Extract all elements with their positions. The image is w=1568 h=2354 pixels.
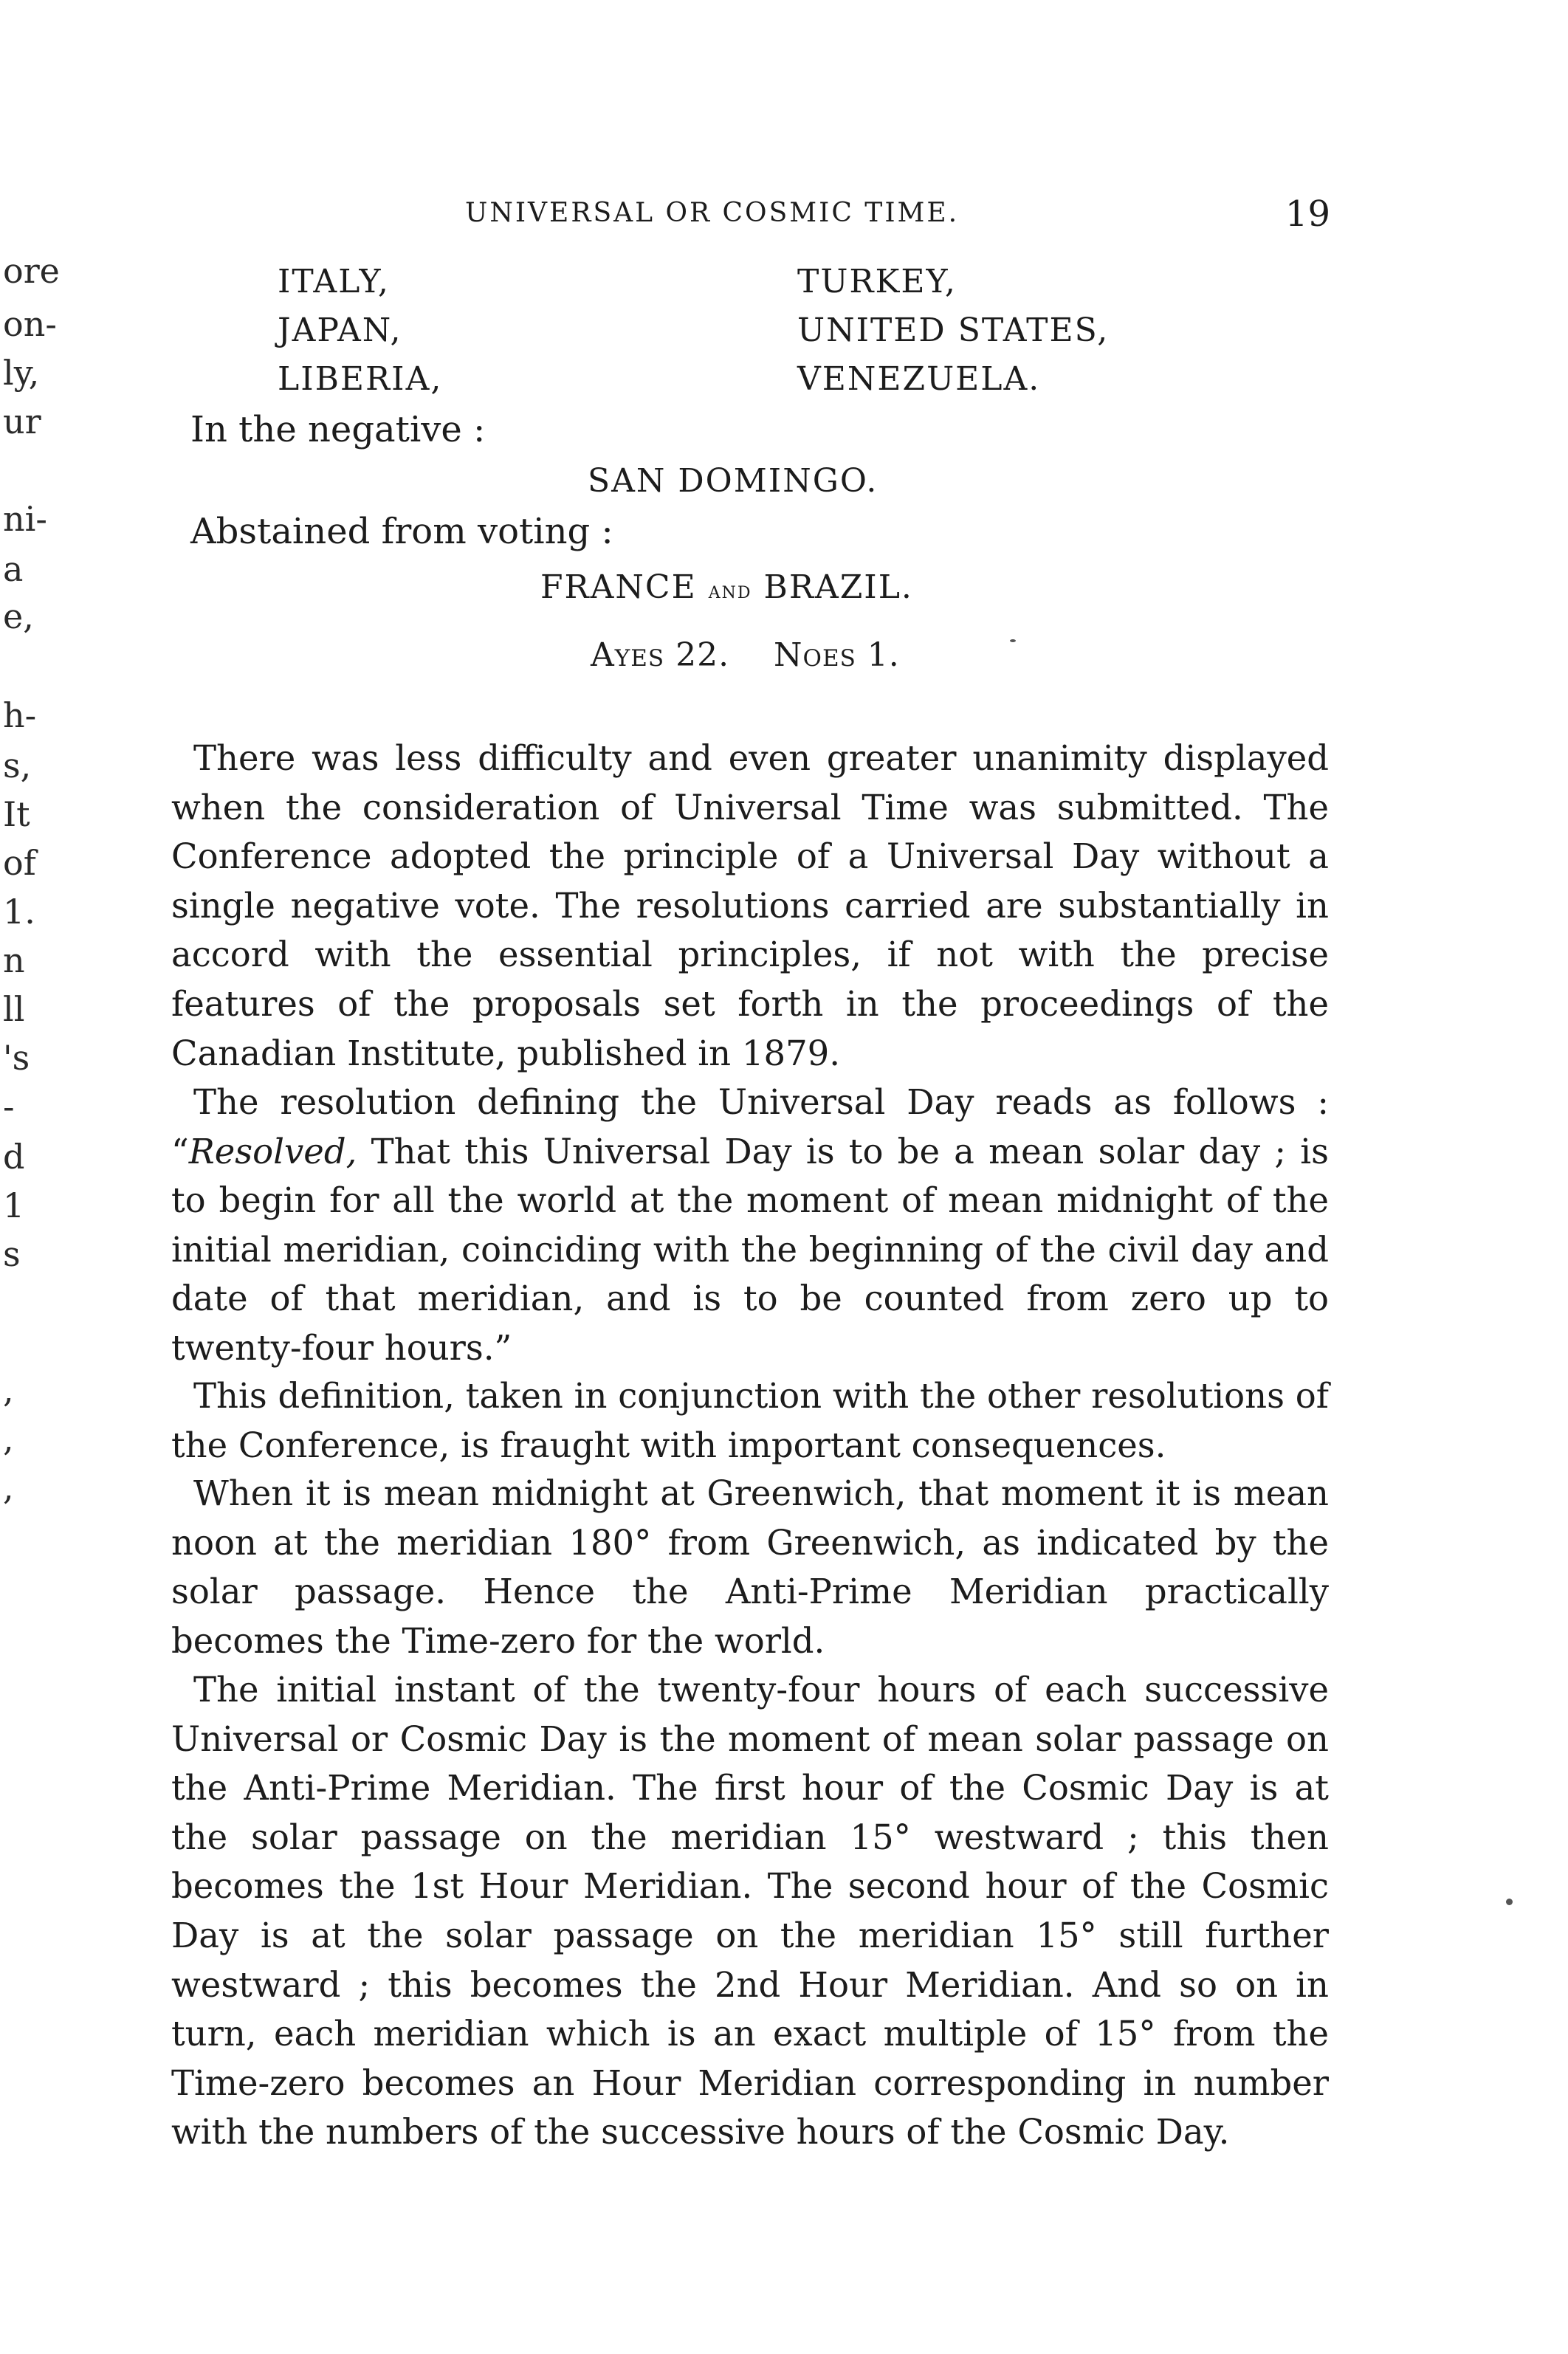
page-number: 19 [1285,193,1330,235]
noes-count: Noes 1. [774,636,900,674]
ayes-count: Ayes 22. [591,636,730,674]
paragraph-text: This definition, taken in conjunction with the other resolutions of the Conference, is fraught with important consequences. [171,1376,1329,1465]
margin-fragment: a [3,549,24,589]
margin-fragment: 's [3,1038,30,1078]
country-name: UNITED STATES, [797,312,1110,349]
margin-fragment: , [3,1370,14,1410]
margin-fragment: n [3,940,25,980]
abstained-and: and [708,576,752,604]
margin-fragment: d [3,1137,25,1177]
margin-fragment: , [3,1467,14,1507]
margin-fragment: 1. [3,892,35,932]
scan-speck [1506,1899,1513,1905]
margin-fragment: on- [3,304,57,344]
paragraph-text: That this Universal Day is to be a mean solar day ; is to begin for all the world at the moment of mean midnight of the initial meridian, coinciding with the beginning of the civil day and date of that meridian, and is to be counted from zero up to twenty-four hours.” [171,1131,1329,1368]
abstained-country-b: BRAZIL. [763,568,913,606]
paragraph-3 [171,1372,1329,1470]
country-name: TURKEY, [797,263,957,300]
margin-fragment: of [3,843,36,883]
margin-fragment: ur [3,402,41,441]
country-name: LIBERIA, [278,360,443,398]
negative-country: SAN DOMINGO. [588,462,878,500]
margin-fragment: ore [3,251,60,291]
italic-word: Resolved, [188,1131,357,1171]
paragraph-5 [171,1665,1329,2157]
paragraph-4 [171,1469,1329,1665]
scan-speck [1010,639,1016,642]
margin-fragment: s [3,1234,21,1274]
running-head: UNIVERSAL OR COSMIC TIME. [465,198,960,228]
margin-fragment: s, [3,746,32,785]
margin-fragment: h- [3,695,37,735]
paragraph-text: The initial instant of the twenty-four hours of each successive Universal or Cosmic Day is the moment of mean solar passage on the Anti-Prime Meridian. The first hour of the Cosmic Day is at the solar passage on the meridian 15° westward ; this then becomes the 1st Hour Meridian. The second hour of the Cosmic Day is at the solar passage on the meridian 15° still further westward ; this becomes the 2nd Hour Meridian. And so on in turn, each meridian which is an exact multiple of 15° from the Time-zero becomes an Hour Meridian corresponding in number with the numbers of the successive hours of the Cosmic Day. [171,1670,1329,2152]
margin-fragment: - [3,1087,15,1126]
paragraph-text: The resolution defining the Universal Day reads as follows : “ [171,1082,1329,1171]
abstained-country-a: FRANCE [540,568,697,606]
margin-fragment: 1 [3,1185,25,1225]
margin-fragment: e, [3,596,34,636]
margin-fragment: ll [3,989,25,1029]
margin-fragment: It [3,794,30,834]
abstained-label: Abstained from voting : [190,511,613,552]
paragraph-text: There was less difficulty and even greater unanimity displayed when the consideration of Universal Time was submitted. The Conference adopted the principle of a Universal Day without a single negative vote. The resolutions carried are substantially in accord with the essential principles, if not with the precise features of the proposals set forth in the proceedings of the Canadian Institute, published in 1879. [171,738,1329,1073]
paragraph-2 [171,1078,1329,1373]
paragraph-text: When it is mean midnight at Greenwich, that moment it is mean noon at the meridian 180° from Greenwich, as indicated by the solar passage. Hence the Anti-Prime Meridian practically becomes the Time-zero for the world. [171,1473,1329,1661]
vote-tally [591,636,900,674]
margin-fragment: ly, [3,353,40,393]
margin-fragment: , [3,1419,14,1459]
country-name: ITALY, [278,263,390,300]
negative-label: In the negative : [190,409,486,450]
abstained-countries [540,568,913,606]
margin-fragment: ni- [3,499,47,539]
paragraph-1 [171,734,1329,1078]
country-name: JAPAN, [278,312,402,349]
country-name: VENEZUELA. [797,360,1041,398]
